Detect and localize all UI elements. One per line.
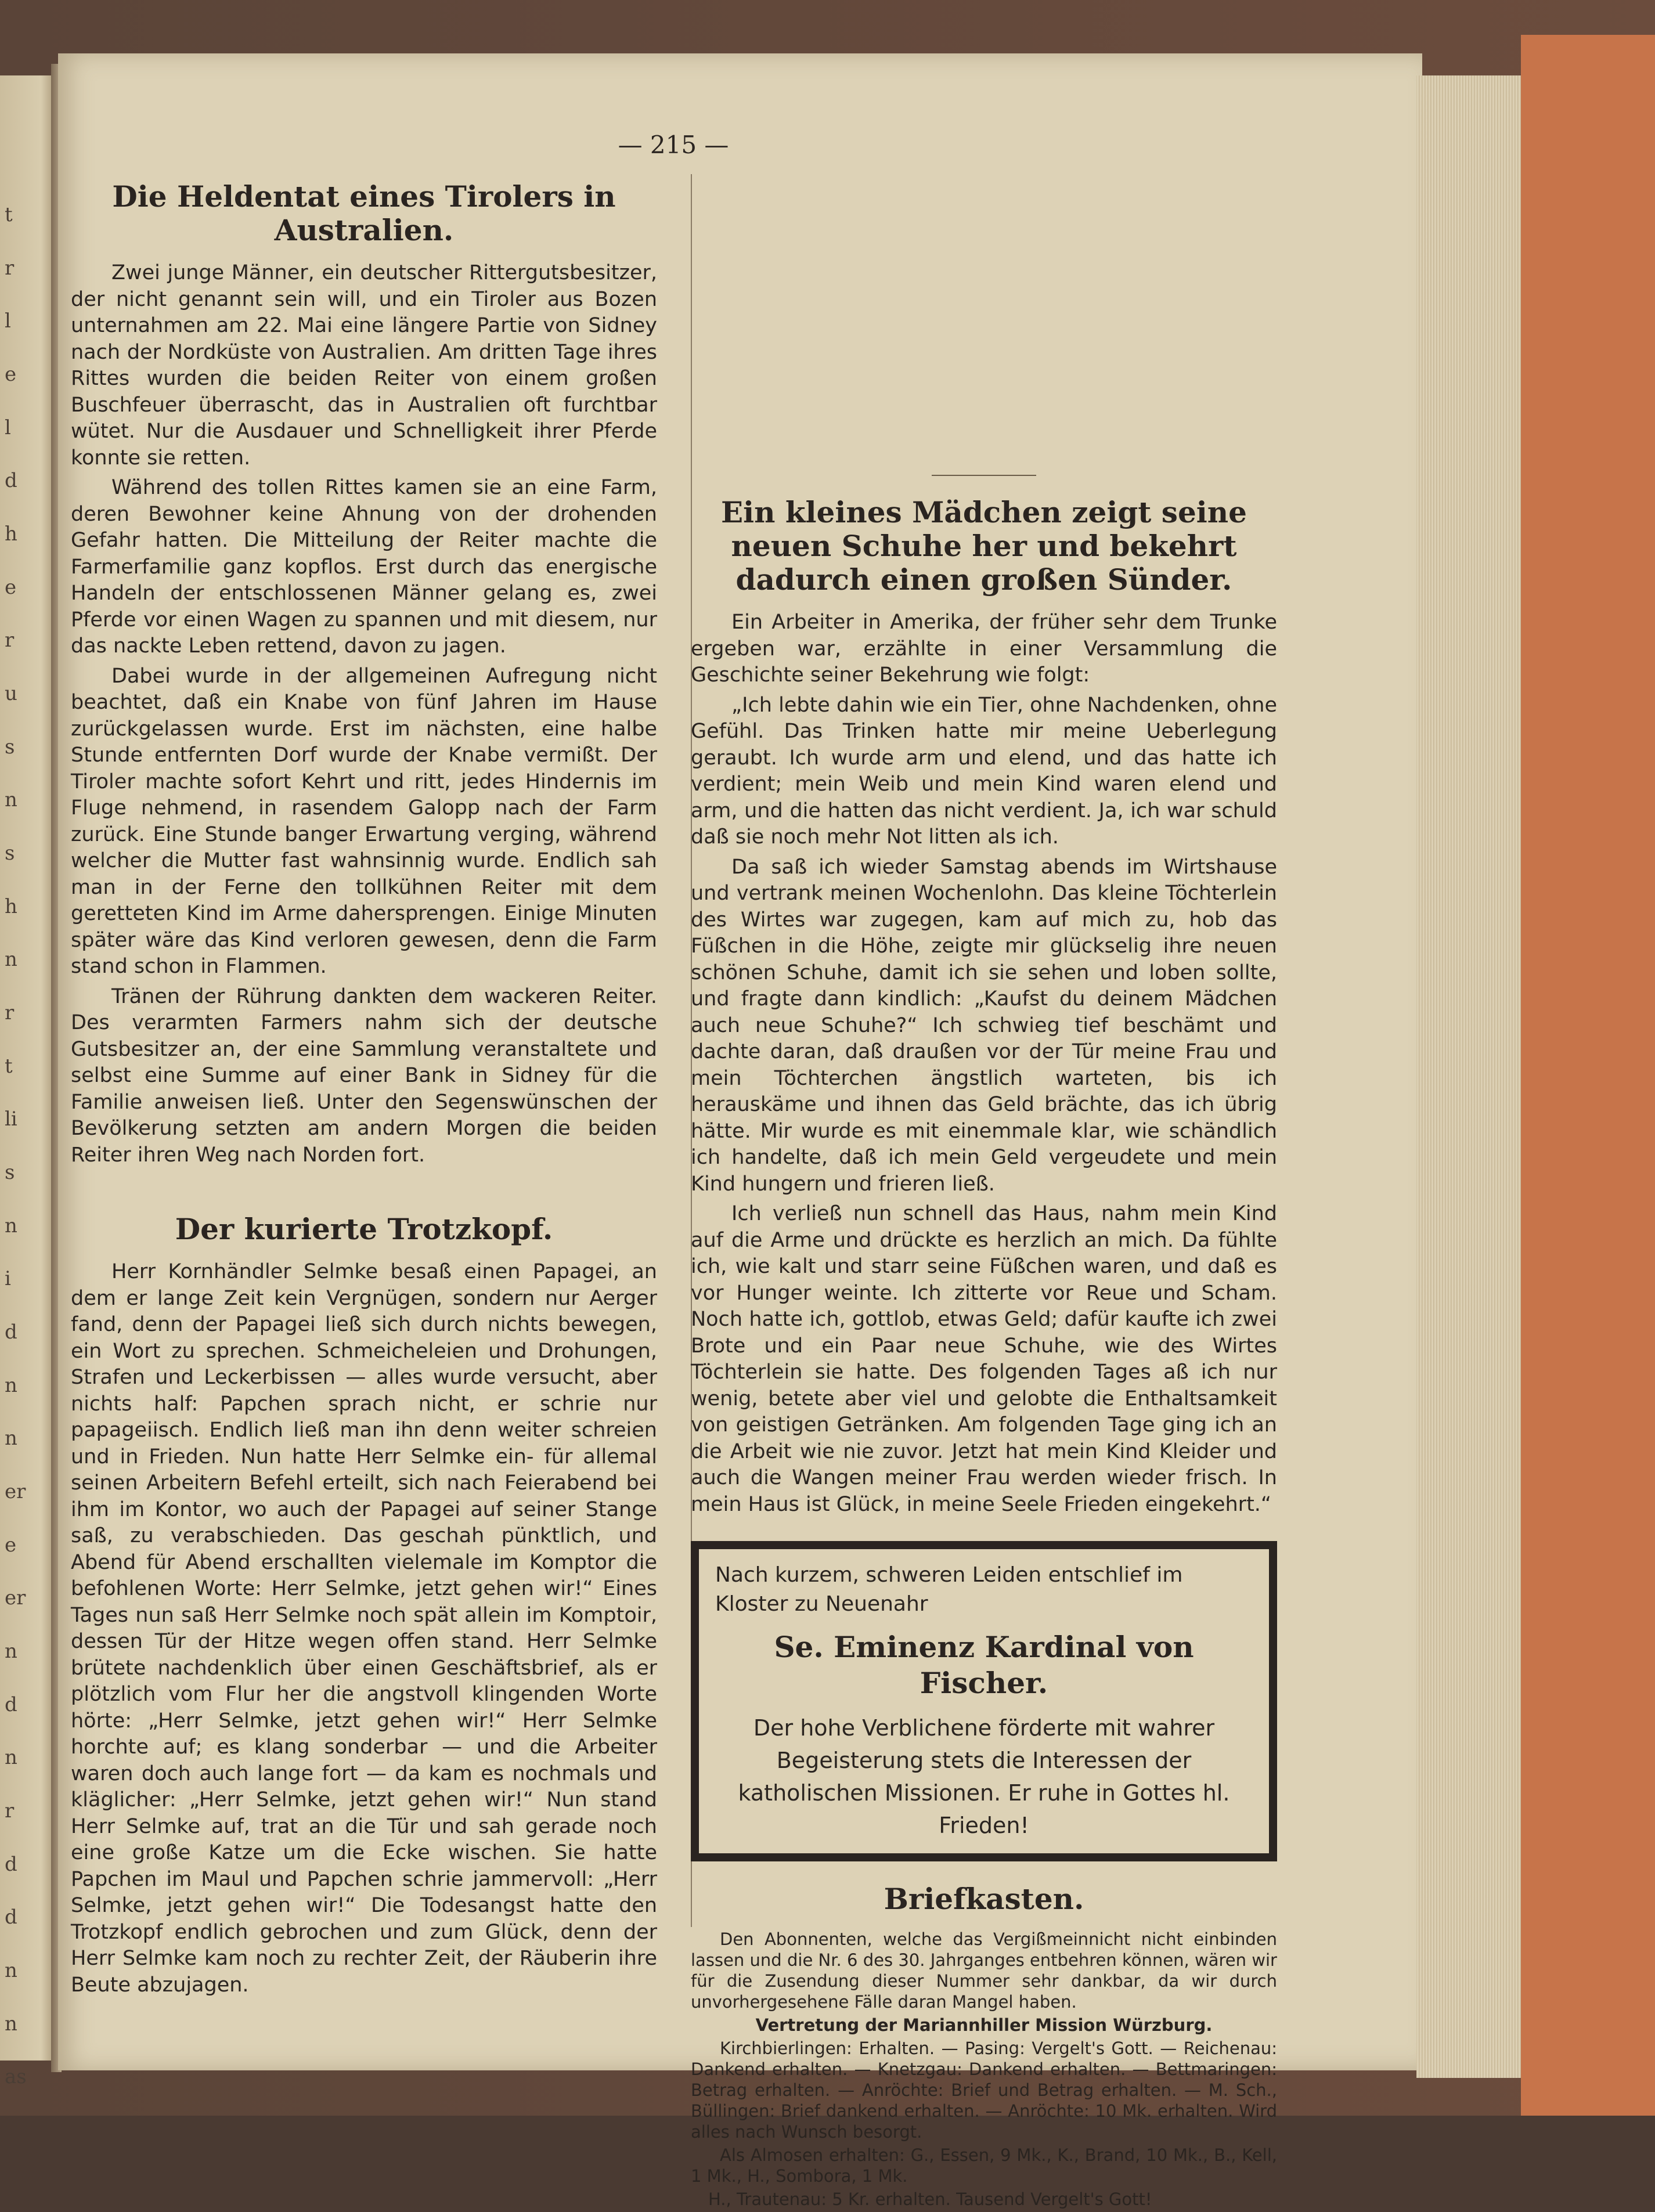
- article-paragraph: „Ich lebte dahin wie ein Tier, ohne Nachdenken, ohne Gefühl. Das Trinken hatte mir meine Ueberlegung geraubt. Ich wurde arm und elend, und das hatte ich verdient; mein Weib und mein Kind waren elend und arm, und die hatten das nicht verdient. Ja, ich war schuld daß sie noch mehr Not litten als ich.: [691, 693, 1277, 849]
- facing-page-glyph: i: [5, 1267, 11, 1291]
- article-paragraph: Ein Arbeiter in Amerika, der früher sehr dem Trunke ergeben war, erzählte in einer Versammlung die Geschichte seiner Bekehrung wie folgt:: [691, 611, 1277, 687]
- facing-page-glyph: t: [5, 1054, 13, 1078]
- facing-page-glyph: t: [5, 203, 13, 226]
- letterbox-acknowledgements: Kirchbierlingen: Erhalten. — Pasing: Vergelt's Gott. — Reichenau: Dankend erhalten. — Knetzgau: Dankend erhalten. — Bettmaringen: Betrag erhalten. — Anröchte: Brief und Betrag erhalten. — M. Sch., Büllingen: Brief dankend erhalten. — Anröchte: 10 Mk. erhalten. Wird alles nach Wunsch besorgt.: [691, 2038, 1277, 2142]
- facing-page-glyph: r: [5, 256, 15, 280]
- section-rule: [932, 475, 1036, 476]
- article-paragraph: Dabei wurde in der allgemeinen Aufregung nicht beachtet, daß ein Knabe von fünf Jahren im Hause zurückgelassen wurde. Erst im nächsten, eine halbe Stunde entfernten Dorf wurde der Knabe vermißt. Der Tiroler machte sofort Kehrt und ritt, jedes Hindernis im Fluge nehmend, in rasendem Galopp nach der Farm zurück. Eine Stunde banger Erwartung verging, während welcher die Mutter fast wahnsinnig wurde. Endlich sah man in der Ferne den tollkühnen Reiter mit dem geretteten Kind im Arme dahersprengen. Einige Minuten später wäre das Kind verloren gewesen, denn die Farm stand schon in Flammen.: [71, 664, 657, 978]
- letterbox: [691, 1929, 1277, 2210]
- facing-page-glyph: n: [5, 1214, 17, 1237]
- notice-name: Se. Eminenz Kardinal von Fischer.: [774, 1630, 1194, 1700]
- page-number: — 215 —: [618, 131, 729, 159]
- article-paragraph: Tränen der Rührung dankten dem wackeren Reiter. Des verarmten Farmers nahm sich der deutsche Gutsbesitzer an, der eine Sammlung veranstaltete und selbst eine Summe auf einer Bank in Sidney für die Familie anweisen ließ. Unter den Segenswünschen der Bevölkerung setzten am andern Morgen die beiden Reiter ihren Weg nach Norden fort.: [71, 984, 657, 1167]
- facing-page-glyph: d: [5, 1693, 17, 1716]
- article-title: Die Heldentat eines Tirolers in Australien.: [112, 179, 616, 247]
- facing-page-glyph: n: [5, 788, 17, 812]
- facing-page-glyph: n: [5, 2012, 17, 2036]
- facing-page-glyph: as: [5, 2065, 27, 2089]
- facing-page-glyph: n: [5, 1427, 17, 1450]
- page-block-edges: [1416, 75, 1521, 2078]
- facing-page-glyph: d: [5, 469, 17, 493]
- article-paragraph: Herr Kornhändler Selmke besaß einen Papagei, an dem er lange Zeit kein Vergnügen, sondern nur Aerger fand, denn der Papagei ließ sich durch nichts bewegen, ein Wort zu sprechen. Schmeicheleien und Drohungen, Strafen und Leckerbissen — alles wurde versucht, aber nichts half: Papchen sprach nicht, er schrie nur papageiisch. Endlich ließ man ihn denn weiter schreien und in Frieden. Nun hatte Herr Selmke ein- für allemal seinen Arbeitern Befehl erteilt, sich nach Feierabend bei ihm im Kontor, wo auch der Papagei auf seiner Stange saß, zu verabschieden. Das geschah pünktlich, und Abend für Abend erschallten vielemale im Komptor die befohlenen Worte: Herr Selmke, jetzt gehen wir!“ Eines Tages nun saß Herr Selmke noch spät allein im Komptoir, dessen Tür der Hitze wegen offen stand. Herr Selmke brütete nachdenklich über einen Geschäftsbrief, als er plötzlich vom Flur her die angstvoll klingenden Worte hörte: „Herr Selmke, jetzt gehen wir!“ Herr Selmke horchte auf; es klang sonderbar — und die Arbeiter waren doch auch lange fort — da kam es nochmals und kläglicher: „Herr Selmke, jetzt gehen wir!“ Nun stand Herr Selmke auf, trat an die Tür und sah gerade noch eine große Katze um die Ecke wischen. Sie hatte Papchen im Maul und Papchen schrie jammervoll: „Herr Selmke, jetzt gehen wir!“ Die Todesangst hatte den Trotzkopf endlich gebrochen und zum Glück, denn der Herr Selmke kam noch zu rechter Zeit, der Räuberin ihre Beute abzujagen.: [71, 1260, 657, 1997]
- facing-page-glyph: n: [5, 1746, 17, 1770]
- left-column: [71, 174, 657, 2002]
- facing-page-glyph: n: [5, 1640, 17, 1663]
- facing-page-glyph: n: [5, 1373, 17, 1397]
- facing-page-glyph: e: [5, 1533, 17, 1557]
- facing-page-glyph: n: [5, 948, 17, 972]
- facing-page-glyph: d: [5, 1906, 17, 1929]
- facing-page-glyph: s: [5, 735, 15, 759]
- article-paragraph: Zwei junge Männer, ein deutscher Rittergutsbesitzer, der nicht genannt sein will, und ein Tiroler aus Bozen unternahmen am 22. Mai eine längere Partie von Sidney nach der Nordküste von Australien. Am dritten Tage ihres Rittes wurden die beiden Reiter von einem großen Buschfeuer überrascht, das in Australien oft furchtbar wütet. Nur die Ausdauer und Schnelligkeit ihrer Pferde konnte sie retten.: [71, 261, 657, 470]
- facing-page-glyph: er: [5, 1480, 26, 1503]
- letterbox-intro: Den Abonnenten, welche das Vergißmeinnicht nicht einbinden lassen und die Nr. 6 des 30. Jahrganges entbehren können, wären wir für die Zusendung dieser Nummer sehr dankbar, da wir durch unvorhergesehene Fälle daran Mangel haben.: [691, 1929, 1277, 2012]
- facing-page-glyph: h: [5, 894, 17, 918]
- letterbox-alms: Als Almosen erhalten: G., Essen, 9 Mk., K., Brand, 10 Mk., B., Kell, 1 Mk., H., Sombora, 1 Mk.: [691, 2145, 1277, 2186]
- notice-body: Der hohe Verblichene förderte mit wahrer Begeisterung stets die Interessen der katholischen Missionen. Er ruhe in Gottes hl. Frieden!: [738, 1715, 1230, 1838]
- facing-page-glyph: d: [5, 1852, 17, 1876]
- facing-page-glyph: e: [5, 363, 17, 386]
- facing-page-glyph: s: [5, 1161, 15, 1184]
- article-title: Der kurierte Trotzkopf.: [175, 1212, 553, 1246]
- facing-page-glyph: u: [5, 682, 17, 705]
- letterbox-signature: Vertretung der Mariannhiller Mission Würzburg.: [755, 2015, 1213, 2035]
- facing-page-glyph: r: [5, 629, 15, 652]
- facing-page-glyph: e: [5, 575, 17, 599]
- facing-page-glyph: n: [5, 1959, 17, 1982]
- facing-page-glyph: s: [5, 842, 15, 865]
- death-notice-box: [691, 1541, 1277, 1861]
- facing-page-glyph: er: [5, 1586, 26, 1610]
- facing-page-glyph: r: [5, 1799, 15, 1823]
- facing-page-glyph: r: [5, 1001, 15, 1024]
- article-paragraph: Während des tollen Rittes kamen sie an eine Farm, deren Bewohner keine Ahnung von der drohenden Gefahr hatten. Die Mitteilung der Reiter machte die Farmerfamilie ganz kopflos. Erst durch das energische Handeln der entschlossenen Männer gelang es, zwei Pferde vor einen Wagen zu spannen und mit diesem, nur das nackte Leben rettend, davon zu jagen.: [71, 476, 657, 658]
- facing-page-glyph: h: [5, 522, 17, 546]
- notice-intro: Nach kurzem, schweren Leiden entschlief im Kloster zu Neuenahr: [715, 1563, 1183, 1616]
- article-paragraph: Ich verließ nun schnell das Haus, nahm mein Kind auf die Arme und drückte es herzlich an mich. Da fühlte ich, wie kalt und starr seine Füßchen waren, und daß es vor Hunger weinte. Ich zitterte vor Reue und Scham. Noch hatte ich, gottlob, etwas Geld; dafür kaufte ich zwei Brote und ein Paar neue Schuhe, wie des Wirtes Töchterlein sie hatte. Des folgenden Tages aß ich nur wenig, betete aber viel und gelobte die Enthaltsamkeit von geistigen Getränken. Am folgenden Tage ging ich an die Arbeit wie nie zuvor. Jetzt hat mein Kind Kleider und auch die Wangen meiner Frau werden wieder frisch. In mein Haus ist Glück, in meine Seele Frieden eingekehrt.“: [691, 1202, 1277, 1516]
- right-column: [691, 174, 1277, 2212]
- book-cover: [1521, 35, 1655, 2116]
- article-paragraph: Da saß ich wieder Samstag abends im Wirtshause und vertrank meinen Wochenlohn. Das kleine Töchterlein des Wirtes war zugegen, kam auf mich zu, hob das Füßchen in die Höhe, zeigte mir glückselig ihre neuen schönen Schuhe, damit ich sie sehen und loben sollte, und fragte dann kindlich: „Kaufst du deinem Mädchen auch neue Schuhe?“ Ich schwieg tief beschämt und dachte daran, daß draußen vor der Tür meine Frau und mein Töchterchen ängstlich warteten, bis ich herauskäme und ihnen das Geld brächte, das ich übrig hätte. Mir wurde es mit einemmale klar, wie schändlich ich handelte, daß ich mein Geld vergeudete und mein Kind hungern und frieren ließ.: [691, 855, 1277, 1196]
- facing-page-glyph: li: [5, 1107, 17, 1131]
- facing-page-glyph: d: [5, 1320, 17, 1344]
- letterbox-title: Briefkasten.: [884, 1882, 1084, 1916]
- article-title: Ein kleines Mädchen zeigt seine neuen Schuhe her und bekehrt dadurch einen großen Sünder.: [721, 495, 1247, 597]
- facing-page-glyph: l: [5, 416, 11, 439]
- facing-page-glyph: l: [5, 309, 11, 333]
- facing-page-edge: [0, 75, 51, 2089]
- letterbox-closing: H., Trautenau: 5 Kr. erhalten. Tausend Vergelt's Gott!: [708, 2189, 1152, 2209]
